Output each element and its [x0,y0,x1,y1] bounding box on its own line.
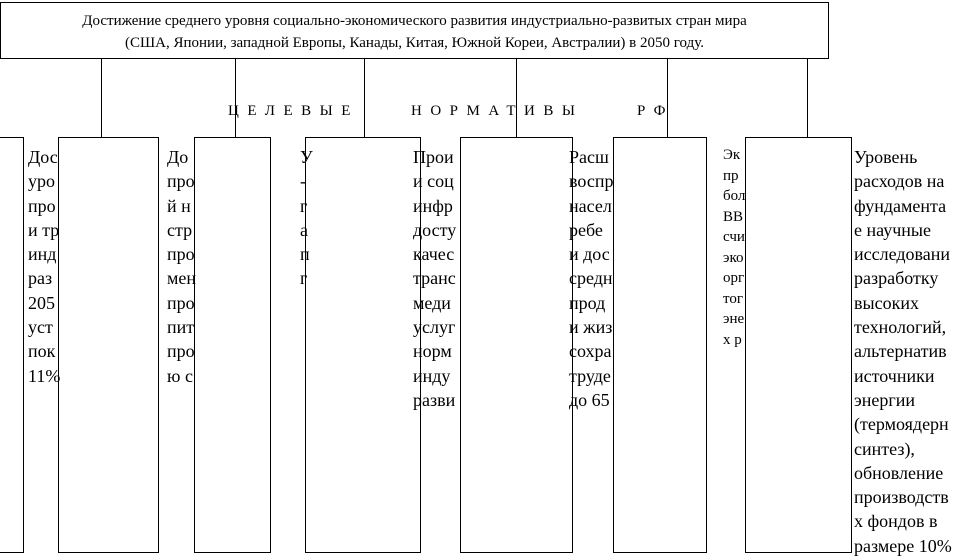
target-box-5 [613,137,707,553]
target-box-0 [0,137,24,553]
target-text-line: инд [28,244,57,265]
target-box-4 [460,137,573,553]
target-text-line: транс [413,268,456,289]
target-text-line: средн [569,268,613,289]
target-text-line: Уровень [854,147,918,167]
connector-line-2 [235,59,236,137]
target-box-6 [745,137,852,553]
target-text-line: труде [569,365,611,386]
target-text-line: прод [569,292,606,313]
target-text-line: бол [723,188,746,204]
target-text-line: п [300,244,310,265]
target-text-line: исследовани [854,244,951,265]
target-text-line: г [300,195,308,216]
target-text-line: энергии [854,389,915,410]
target-text-line: счи [723,229,745,245]
target-text-line: - [300,171,306,192]
target-text-line: а [300,219,308,240]
target-text-line: источники [854,365,935,386]
target-text-line: и соц [413,171,454,192]
target-text-line: Эк [723,147,741,163]
target-text-7 [854,145,966,556]
goal-title-line-2: (США, Японии, западной Европы, Канады, Китая, Южной Кореи, Австралии) в 2050 году. [125,35,704,51]
target-text-line: ребе [569,219,603,240]
target-text-line: До [167,147,189,167]
target-text-line: (термоядерн [854,414,949,435]
target-text-line: 205 [28,292,55,313]
target-text-line: досту [413,219,457,240]
target-text-line: инфр [413,195,453,216]
target-text-line: про [167,171,195,192]
target-text-line: пр [723,167,739,184]
target-text-line: норм [413,341,452,362]
target-text-line: про [28,195,56,216]
target-text-line: стр [167,219,193,240]
target-text-2 [167,145,197,553]
target-text-line: Расш [569,147,609,167]
target-text-line: эне [723,311,745,327]
target-text-line: эко [723,249,744,266]
target-text-line: раз [28,268,53,289]
targets-label-word-3: РФ [637,103,674,119]
target-text-line: воспр [569,171,614,192]
target-text-line: производств [854,487,949,508]
target-box-3 [305,137,421,553]
target-text-line: и жиз [569,317,613,338]
target-text-line: орг [723,270,745,286]
target-text-line: технологий, [854,317,947,338]
target-text-line: ВВ [723,208,744,225]
targets-label-word-1: ЦЕЛЕВЫЕ [228,103,359,119]
target-box-1 [58,137,159,553]
goal-title-line-1: Достижение среднего уровня социально-экономического развития индустриально-развитых стран мира [82,13,747,29]
target-text-line: х фондов в [854,511,938,532]
target-text-6 [723,145,745,553]
target-text-line: пит [167,317,195,338]
target-text-line: й н [167,195,191,216]
target-text-line: про [167,244,195,265]
connector-line-1 [101,59,102,137]
target-text-5 [569,145,613,553]
target-text-line: разви [413,389,456,410]
target-text-line: сохра [569,341,612,362]
target-text-line: обновление [854,462,944,483]
target-text-line: синтез), [854,438,915,459]
target-text-line: У [300,147,313,167]
target-text-line: тог [723,290,744,307]
target-text-line: г [300,268,308,289]
target-text-line: про [167,292,195,313]
target-text-line: до 65 [569,389,610,410]
target-text-line: ю с [167,365,193,386]
target-text-line: уст [28,317,53,338]
target-text-line: расходов на [854,171,945,192]
target-text-line: меди [413,292,451,313]
target-text-line: мен [167,268,197,289]
target-text-line: услуг [413,317,456,338]
target-text-line: инду [413,365,451,386]
target-text-line: пок [28,341,56,362]
connector-line-5 [667,59,668,137]
target-text-line: 11% [28,365,61,386]
connector-line-3 [364,59,365,137]
target-text-line: высоких [854,292,919,313]
target-text-line: насел [569,195,612,216]
target-text-line: и тр [28,219,60,240]
target-text-line: и дос [569,244,610,265]
target-text-line: х р [723,331,742,348]
target-text-line: качес [413,244,455,265]
target-text-line: е научные [854,219,931,240]
target-text-line: размере 10% [854,535,952,556]
target-text-line: Дос [28,147,58,167]
goal-title-box [0,2,829,59]
target-text-line: фундамента [854,195,947,216]
target-text-line: про [167,341,195,362]
connector-line-6 [807,59,808,137]
target-text-line: альтернатив [854,341,947,362]
target-text-line: уро [28,171,55,192]
target-text-line: Прои [413,147,454,167]
target-box-2 [194,137,271,553]
targets-label-word-2: НОРМАТИВЫ [411,103,584,119]
target-text-line: разработку [854,268,939,289]
target-text-1 [28,145,61,553]
connector-line-4 [516,59,517,137]
